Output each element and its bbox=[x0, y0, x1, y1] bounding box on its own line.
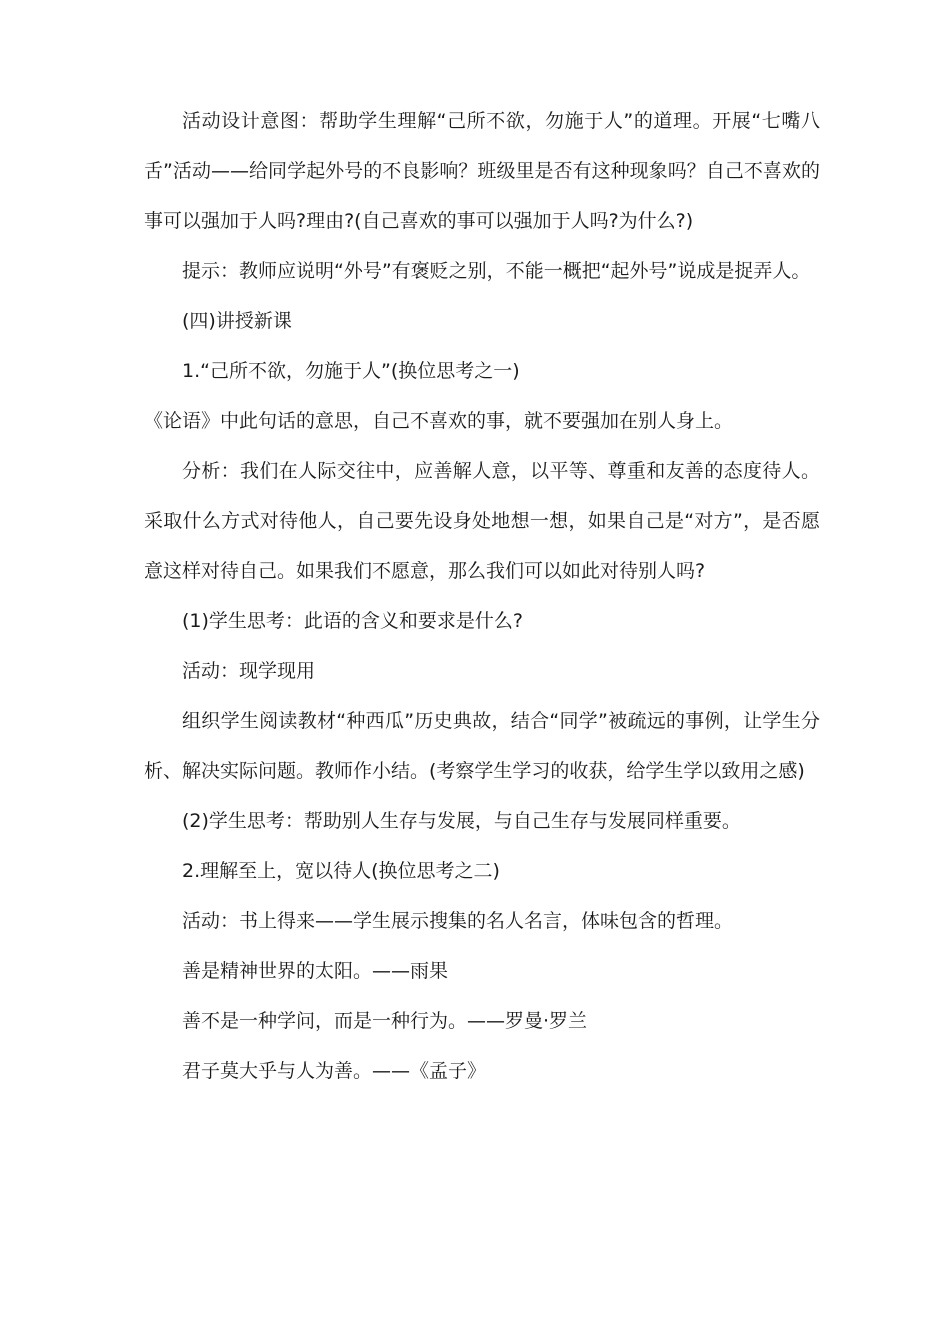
document-body bbox=[144, 96, 820, 1096]
quote-hugo: 善是精神世界的太阳。——雨果 bbox=[182, 960, 449, 982]
paragraph-activity-intent: 活动设计意图：帮助学生理解“己所不欲，勿施于人”的道理。开展“七嘴八舌”活动——给同学起外号的不良影响？班级里是否有这种现象吗？自己不喜欢的事可以强加于人吗?理由?(自己喜欢的事可以强加于人吗?为什么?) bbox=[144, 110, 820, 232]
paragraph-student-thinking-1: (1)学生思考：此语的含义和要求是什么? bbox=[182, 610, 523, 632]
paragraph-hint: 提示：教师应说明“外号”有褒贬之别，不能一概把“起外号”说成是捉弄人。 bbox=[182, 260, 811, 282]
paragraph-lunyu-meaning: 《论语》中此句话的意思，自己不喜欢的事，就不要强加在别人身上。 bbox=[144, 410, 734, 432]
paragraph-activity-apply: 活动：现学现用 bbox=[182, 660, 316, 682]
section-heading-new-lesson: (四)讲授新课 bbox=[182, 310, 292, 332]
paragraph-student-thinking-2: (2)学生思考：帮助别人生存与发展，与自己生存与发展同样重要。 bbox=[182, 810, 741, 832]
paragraph-activity-quotes: 活动：书上得来——学生展示搜集的名人名言，体味包含的哲理。 bbox=[182, 910, 734, 932]
paragraph-analysis: 分析：我们在人际交往中，应善解人意，以平等、尊重和友善的态度待人。采取什么方式对待他人，自己要先设身处地想一想，如果自己是“对方”，是否愿意这样对待自己。如果我们不愿意，那么我们可以如此对待别人吗? bbox=[144, 460, 820, 582]
paragraph-organize-reading: 组织学生阅读教材“种西瓜”历史典故，结合“同学”被疏远的事例，让学生分析、解决实际问题。教师作小结。(考察学生学习的收获，给学生学以致用之感) bbox=[144, 710, 820, 782]
quote-rolland: 善不是一种学问，而是一种行为。——罗曼·罗兰 bbox=[182, 1010, 588, 1032]
subheading-2: 2.理解至上，宽以待人(换位思考之二) bbox=[182, 860, 500, 882]
subheading-1: 1.“己所不欲，勿施于人”(换位思考之一) bbox=[182, 360, 520, 382]
quote-mencius: 君子莫大乎与人为善。——《孟子》 bbox=[182, 1060, 487, 1082]
